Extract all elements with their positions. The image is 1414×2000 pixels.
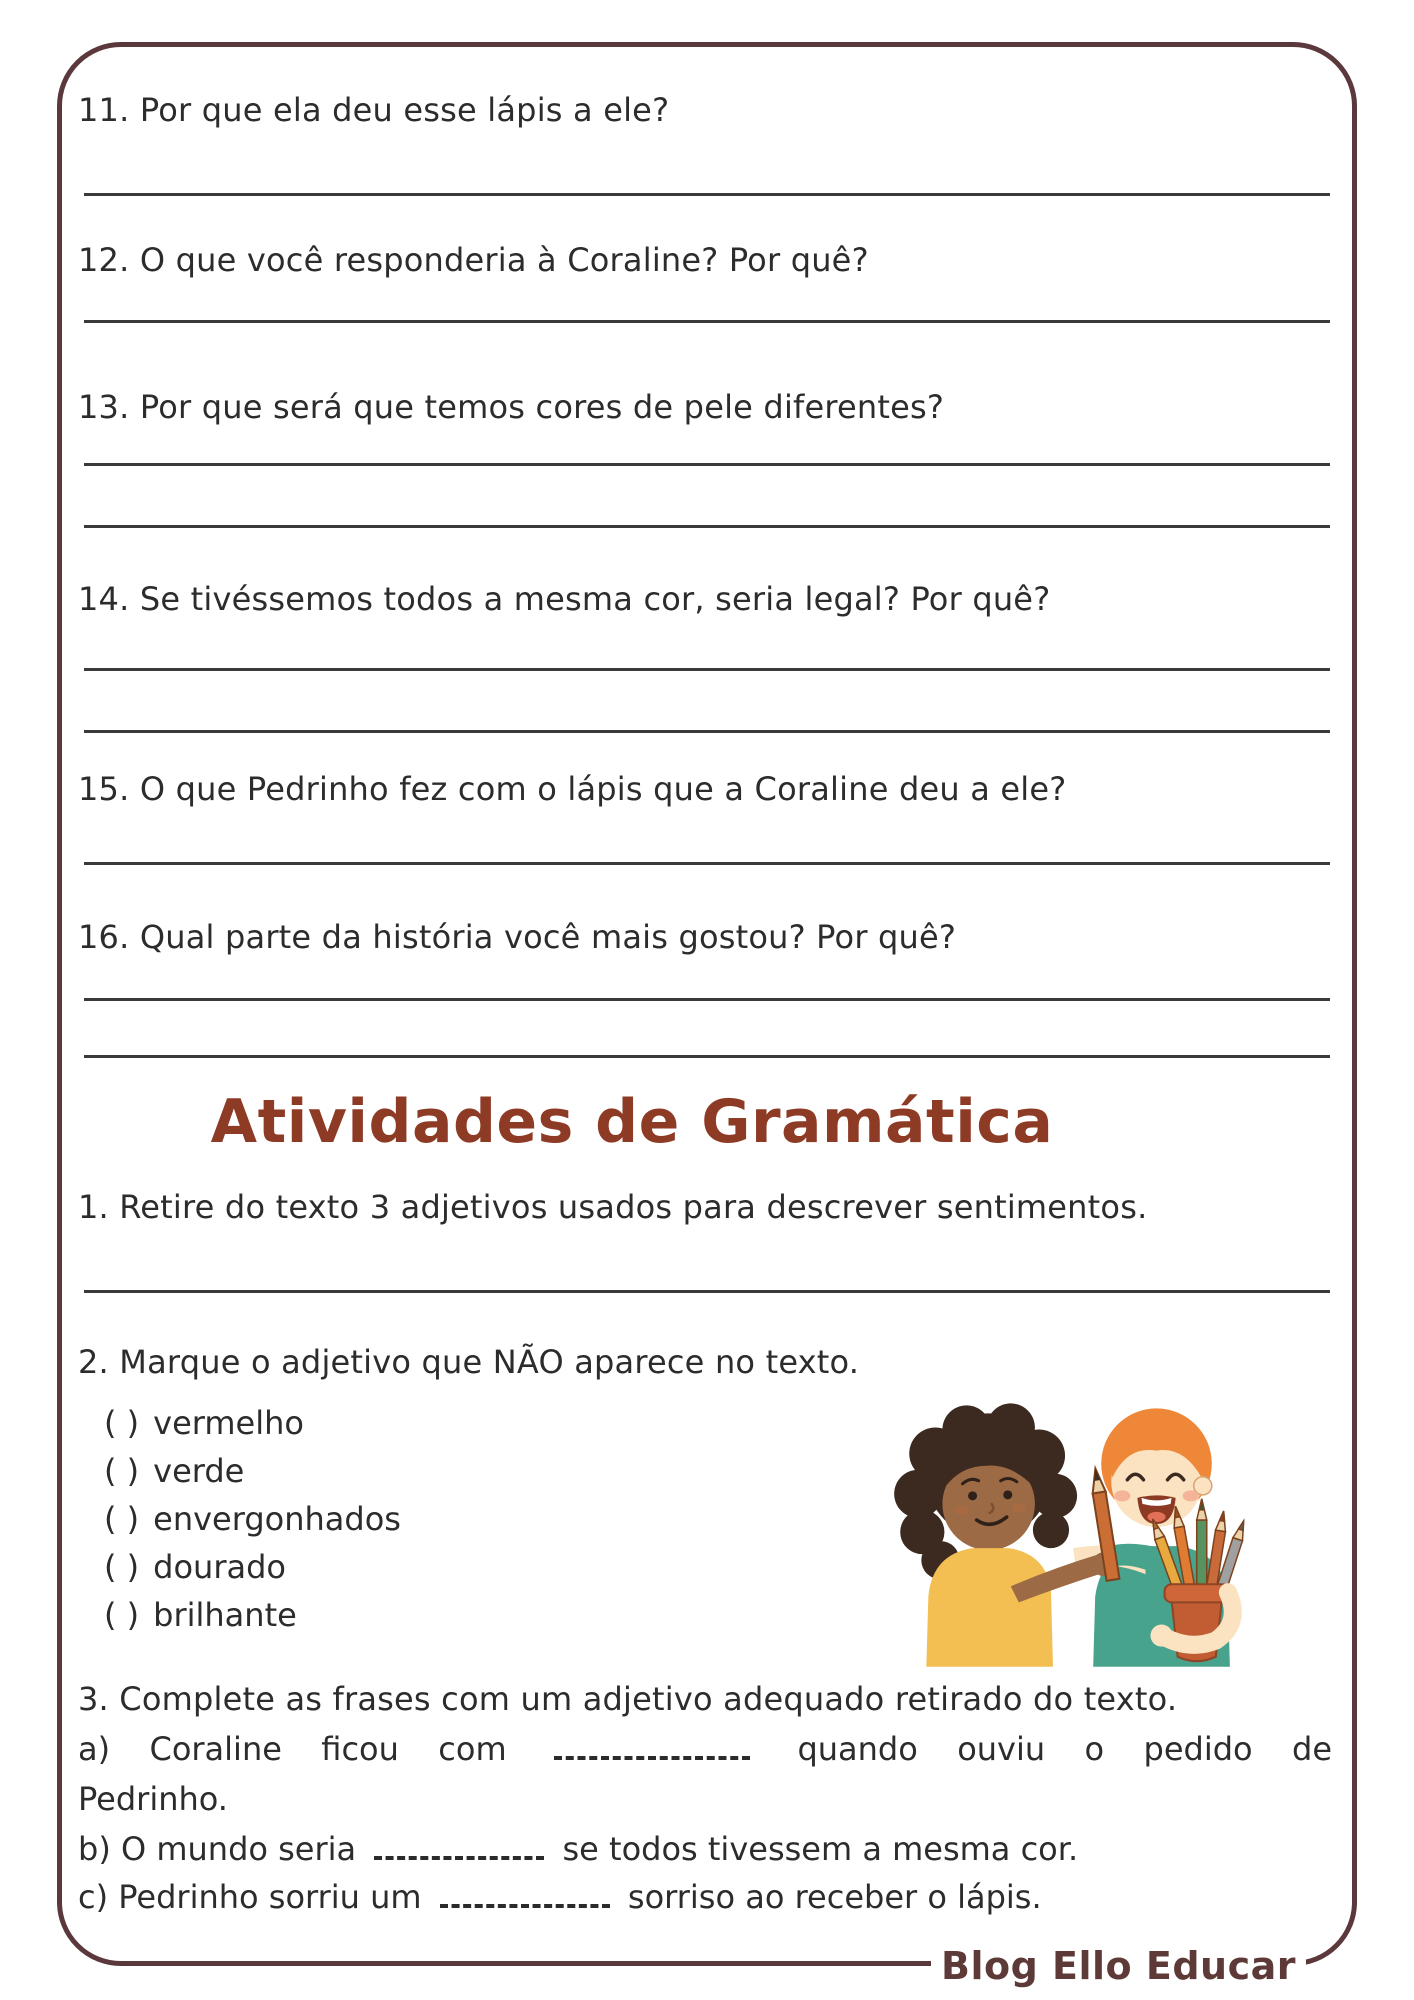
question-12: 12. O que você responderia à Coraline? Por quê? — [78, 241, 869, 279]
option-label: envergonhados — [153, 1500, 401, 1538]
grammar-section-title: Atividades de Gramática — [210, 1087, 1054, 1157]
grammar-question-2: 2. Marque o adjetivo que NÃO aparece no texto. — [78, 1343, 860, 1381]
option-envergonhados — [104, 1495, 401, 1543]
option-dourado — [104, 1543, 401, 1591]
fill-item-b — [78, 1827, 1332, 1871]
answer-line — [84, 730, 1330, 733]
grammar-question-3: 3. Complete as frases com um adjetivo adequado retirado do texto. — [78, 1680, 1178, 1718]
fill-item-a — [78, 1727, 1332, 1771]
question-16: 16. Qual parte da história você mais gostou? Por quê? — [78, 918, 957, 956]
question-15: 15. O que Pedrinho fez com o lápis que a Coraline deu a ele? — [78, 770, 1067, 808]
question-11: 11. Por que ela deu esse lápis a ele? — [78, 91, 670, 129]
fill-item-c-pre: c) Pedrinho sorriu um — [78, 1878, 422, 1916]
worksheet-frame — [57, 42, 1357, 1988]
footer-brand: Blog Ello Educar — [931, 1944, 1306, 1988]
question-13: 13. Por que será que temos cores de pele diferentes? — [78, 388, 945, 426]
option-verde — [104, 1447, 401, 1495]
answer-line — [84, 320, 1330, 323]
answer-line — [84, 862, 1330, 865]
fill-item-b-post: se todos tivessem a mesma cor. — [562, 1830, 1079, 1868]
girl-giving-pencil — [894, 1403, 1119, 1666]
fill-in-blank — [374, 1830, 544, 1860]
answer-line — [84, 525, 1330, 528]
fill-in-blank — [554, 1730, 750, 1760]
option-vermelho — [104, 1399, 401, 1447]
fill-item-a-post: quando ouviu o pedido de — [797, 1730, 1333, 1768]
checkbox-parentheses: ( ) — [104, 1596, 140, 1634]
fill-in-blank — [440, 1878, 610, 1908]
answer-line — [84, 463, 1330, 466]
fill-item-a-wrap: Pedrinho. — [78, 1780, 228, 1818]
checkbox-parentheses: ( ) — [104, 1452, 140, 1490]
option-brilhante — [104, 1591, 401, 1639]
checkbox-parentheses: ( ) — [104, 1548, 140, 1586]
multiple-choice-options — [104, 1399, 401, 1639]
answer-line — [84, 1290, 1330, 1293]
option-label: verde — [153, 1452, 245, 1490]
answer-line — [84, 998, 1330, 1001]
fill-item-c — [78, 1875, 1332, 1919]
children-sharing-pencil-illustration — [860, 1383, 1252, 1667]
option-label: brilhante — [153, 1596, 297, 1634]
answer-line — [84, 193, 1330, 196]
grammar-question-1: 1. Retire do texto 3 adjetivos usados para descrever sentimentos. — [78, 1188, 1148, 1226]
option-label: vermelho — [153, 1404, 304, 1442]
answer-line — [84, 668, 1330, 671]
option-label: dourado — [153, 1548, 286, 1586]
checkbox-parentheses: ( ) — [104, 1500, 140, 1538]
checkbox-parentheses: ( ) — [104, 1404, 140, 1442]
answer-line — [84, 1055, 1330, 1058]
fill-item-c-post: sorriso ao receber o lápis. — [627, 1878, 1042, 1916]
question-14: 14. Se tivéssemos todos a mesma cor, seria legal? Por quê? — [78, 580, 1051, 618]
fill-item-b-pre: b) O mundo seria — [78, 1830, 357, 1868]
fill-item-a-pre: a) Coraline ficou com — [78, 1730, 507, 1768]
